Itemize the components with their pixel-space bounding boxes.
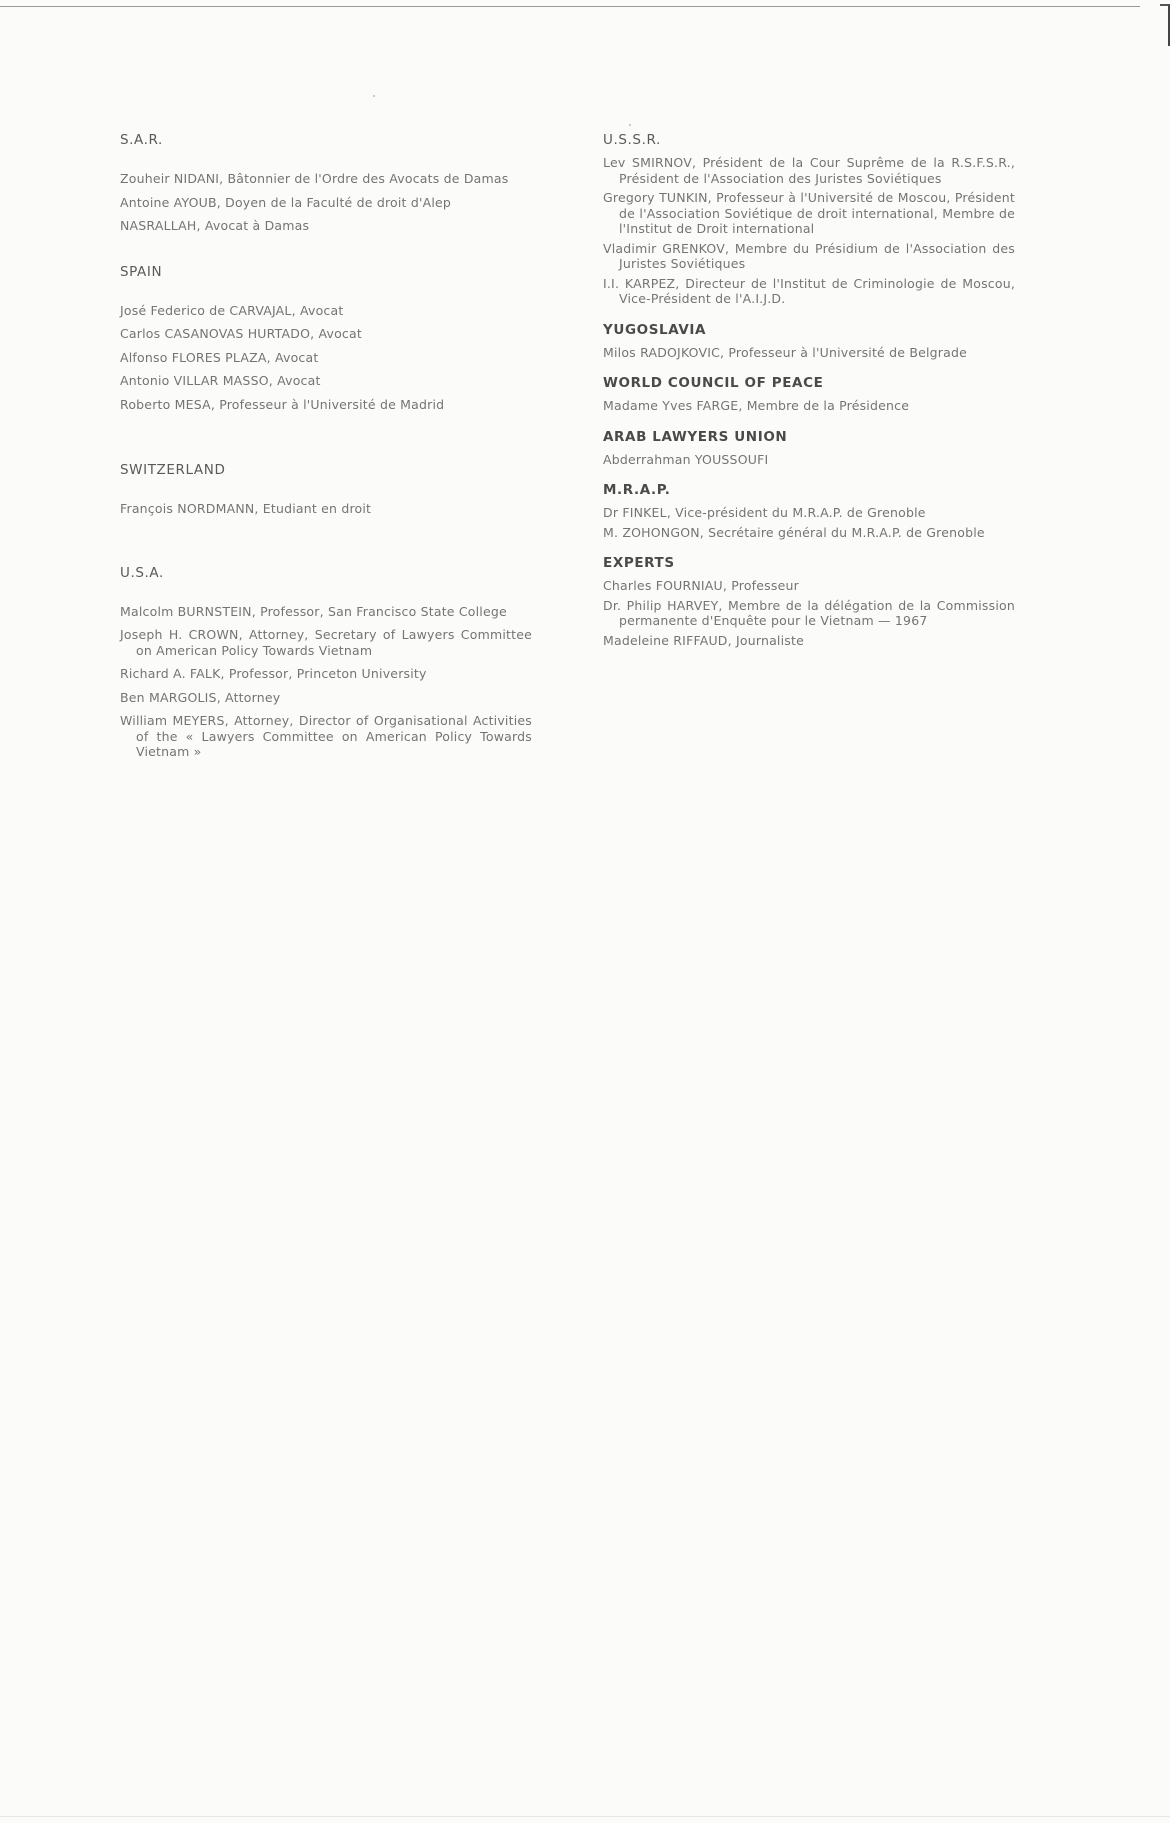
section-heading: WORLD COUNCIL OF PEACE [603,375,824,391]
scan-corner-mark [1160,4,1170,46]
right-column [603,132,1015,663]
section-heading: ARAB LAWYERS UNION [603,428,788,445]
member-entry: Madeleine RIFFAUD, Journaliste [603,632,804,648]
section-heading: U.S.S.R. [603,132,661,148]
member-entry: José Federico de CARVAJAL, Avocat [120,302,344,318]
member-entry: M. ZOHONGON, Secrétaire général du M.R.A.P. de Grenoble [603,524,985,540]
left-column [120,132,532,768]
section-heading: EXPERTS [603,555,675,571]
section-heading: SPAIN [120,263,163,280]
member-entry: François NORDMANN, Etudiant en droit [120,501,372,516]
member-entry: Joseph H. CROWN, Attorney, Secretary of Lawyers Committee on American Policy Towards Vietnam [120,627,532,658]
member-entry: Madame Yves FARGE, Membre de la Présidence [603,398,910,413]
section-ussr [603,132,1015,307]
scan-speck [629,124,631,126]
section-heading: SWITZERLAND [120,462,226,478]
section-heading: S.A.R. [120,132,163,148]
member-entry: Zouheir NIDANI, Bâtonnier de l'Ordre des Avocats de Damas [120,171,509,186]
member-entry: Carlos CASANOVAS HURTADO, Avocat [120,326,362,341]
member-entry: Richard A. FALK, Professor, Princeton University [120,666,427,681]
section-wcp [603,375,1015,414]
section-usa [120,565,532,760]
scan-edge-top [0,6,1140,7]
section-heading: M.R.A.P. [603,482,671,498]
member-entry: Malcolm BURNSTEIN, Professor, San Francisco State College [120,603,507,619]
member-entry: Lev SMIRNOV, Président de la Cour Suprême de la R.S.F.S.R., Président de l'Association des Juristes Soviétiques [603,155,1015,186]
member-entry: Alfonso FLORES PLAZA, Avocat [120,349,319,365]
section-alu [603,429,1015,468]
member-entry: Dr FINKEL, Vice-président du M.R.A.P. de Grenoble [603,505,926,520]
member-entry: Roberto MESA, Professeur à l'Université de Madrid [120,396,445,412]
section-heading: U.S.A. [120,564,164,581]
member-entry: I.I. KARPEZ, Directeur de l'Institut de Criminologie de Moscou, Vice-Président de l'A.I.J.D. [603,275,1015,306]
member-entry: Ben MARGOLIS, Attorney [120,689,281,705]
member-entry: Milos RADOJKOVIC, Professeur à l'Université de Belgrade [603,344,968,360]
member-entry: Abderrahman YOUSSOUFI [603,451,769,467]
section-mrap [603,482,1015,540]
section-spain [120,264,532,413]
scan-edge-bottom [0,1816,1170,1817]
member-entry: Charles FOURNIAU, Professeur [603,578,799,593]
member-entry: Vladimir GRENKOV, Membre du Présidium de l'Association des Juristes Soviétiques [603,240,1015,271]
member-entry: Gregory TUNKIN, Professeur à l'Université de Moscou, Président de l'Association Soviétique de droit international, Membre de l'Institut de Droit international [603,190,1015,236]
section-switzerland [120,462,532,517]
scan-speck [373,95,375,97]
section-sar [120,132,532,234]
section-yugoslavia [603,322,1015,361]
member-entry: Dr. Philip HARVEY, Membre de la délégation de la Commission permanente d'Enquête pour le Vietnam — 1967 [603,597,1015,628]
member-entry: Antonio VILLAR MASSO, Avocat [120,373,321,388]
section-experts [603,555,1015,648]
member-entry: NASRALLAH, Avocat à Damas [120,218,310,233]
section-heading: YUGOSLAVIA [603,321,707,338]
member-entry: Antoine AYOUB, Doyen de la Faculté de droit d'Alep [120,194,452,210]
member-entry: William MEYERS, Attorney, Director of Organisational Activities of the « Lawyers Committee on American Policy Towards Vietnam » [120,713,532,759]
